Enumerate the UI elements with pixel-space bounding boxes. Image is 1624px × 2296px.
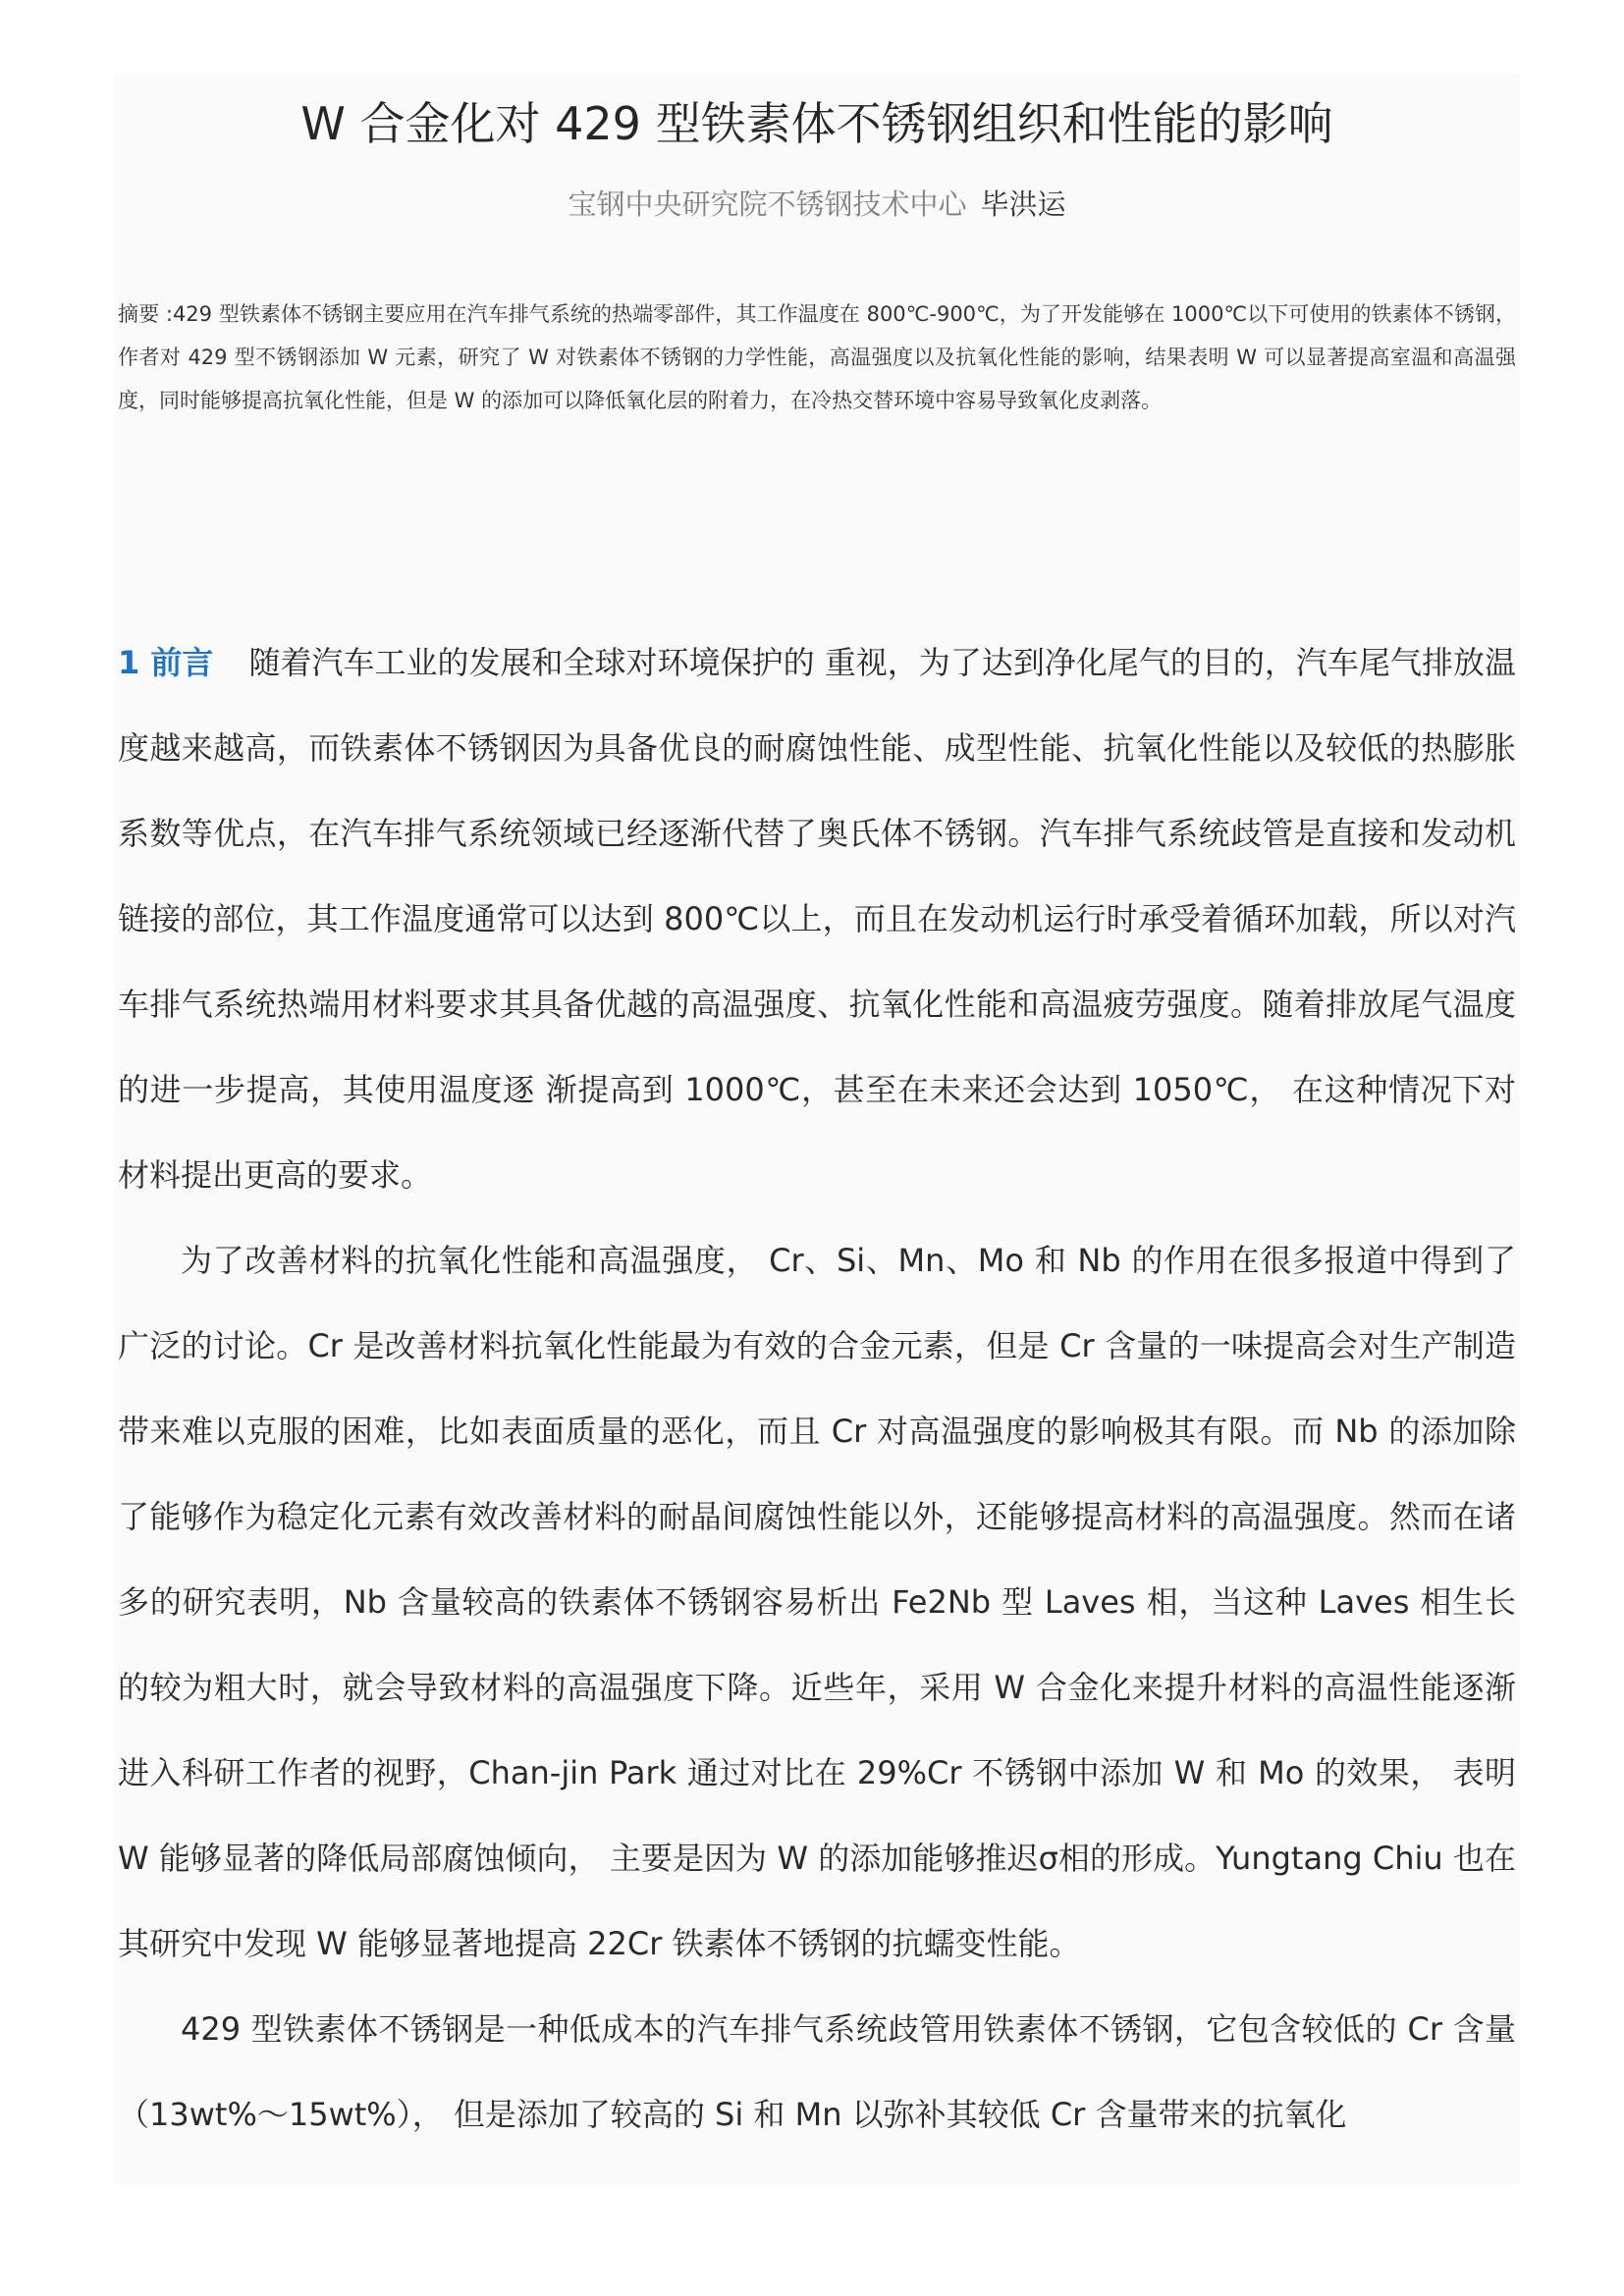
document-title: W 合金化对 429 型铁素体不锈钢组织和性能的影响 <box>300 97 1333 150</box>
author-name: 毕洪运 <box>980 187 1066 221</box>
intro-paragraph-3: 429 型铁素体不锈钢是一种低成本的汽车排气系统歧管用铁素体不锈钢，它包含较低的 Cr 含量（13wt%～15wt%）， 但是添加了较高的 Si 和 Mn 以弥补其较低 Cr 含量带来的抗氧化 <box>118 2010 1516 2133</box>
section-heading: 1 前言 <box>118 644 214 681</box>
byline <box>114 183 1520 223</box>
section-introduction <box>118 620 1516 2158</box>
intro-paragraph-2: 为了改善材料的抗氧化性能和高温强度， Cr、Si、Mn、Mo 和 Nb 的作用在很多报道中得到了广泛的讨论。Cr 是改善材料抗氧化性能最为有效的合金元素，但是 Cr 含量的一味提高会对生产制造带来难以克服的困难，比如表面质量的恶化，而且 Cr 对高温强度的影响极其有限。而 Nb 的添加除了能够作为稳定化元素有效改善材料的耐晶间腐蚀性能以外，还能够提高材料的高温强度。然而在诸多的研究表明，Nb 含量较高的铁素体不锈钢容易析出 Fe2Nb 型 Laves 相，当这种 Laves 相生长的较为粗大时，就会导致材料的高温强度下降。近些年，采用 W 合金化来提升材料的高温性能逐渐进入科研工作者的视野，Chan-jin Park 通过对比在 29%Cr 不锈钢中添加 W 和 Mo 的效果， 表明 W 能够显著的降低局部腐蚀倾向， 主要是因为 W 的添加能够推迟σ相的形成。Yungtang Chiu 也在其研究中发现 W 能够显著地提高 22Cr 铁素体不锈钢的抗蠕变性能。 <box>118 1242 1516 1962</box>
abstract: 摘要 :429 型铁素体不锈钢主要应用在汽车排气系统的热端零部件，其工作温度在 800℃-900℃，为了开发能够在 1000℃以下可使用的铁素体不锈钢，作者对 429 型不锈钢添加 W 元素，研究了 W 对铁素体不锈钢的力学性能，高温强度以及抗氧化性能的影响，结果表明 W 可以显著提高室温和高温强度，同时能够提高抗氧化性能，但是 W 的添加可以降低氧化层的附着力，在冷热交替环境中容易导致氧化皮剥落。 <box>118 302 1516 412</box>
paragraph-text: 随着汽车工业的发展和全球对环境保护的 重视，为了达到净化尾气的目的，汽车尾气排放温度越来越高，而铁素体不锈钢因为具备优良的耐腐蚀性能、成型性能、抗氧化性能以及较低的热膨胀系数等优点，在汽车排气系统领域已经逐渐代替了奥氏体不锈钢。汽车排气系统歧管是直接和发动机链接的部位，其工作温度通常可以达到 800℃以上，而且在发动机运行时承受着循环加载，所以对汽车排气系统热端用材料要求其具备优越的高温强度、抗氧化性能和高温疲劳强度。随着排放尾气温度的进一步提高，其使用温度逐 渐提高到 1000℃，甚至在未来还会达到 1050℃， 在这种情况下对材料提出更高的要求。 <box>118 644 1516 1194</box>
document-page <box>114 75 1520 2185</box>
intro-paragraph-1 <box>118 620 1516 1218</box>
affiliation: 宝钢中央研究院不锈钢技术中心 <box>568 187 967 221</box>
